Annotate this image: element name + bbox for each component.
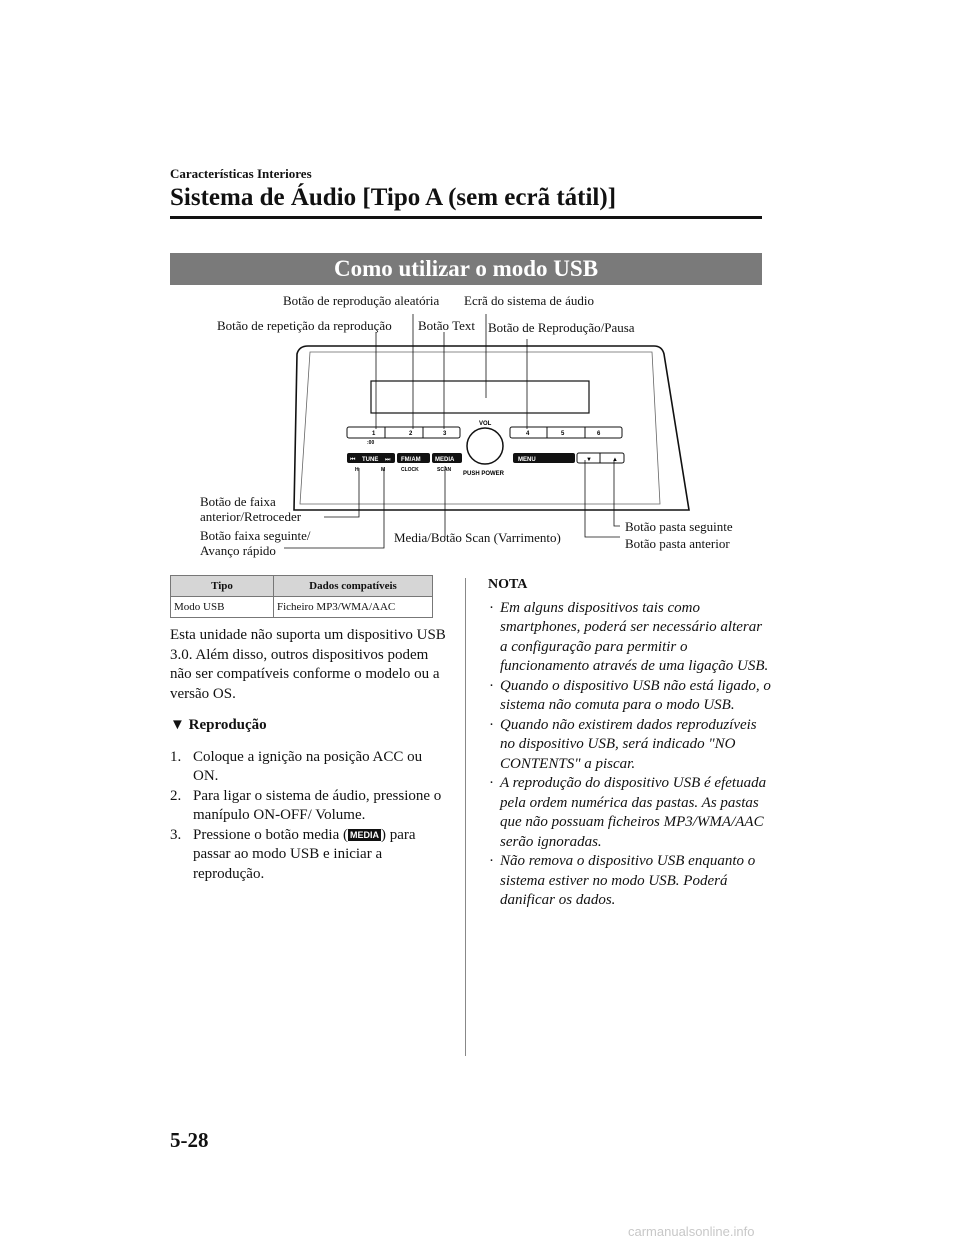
list-item: 2. Para ligar o sistema de áudio, pressione o manípulo ON-OFF/ Volume.	[170, 787, 442, 823]
media-label: MEDIA	[435, 457, 455, 463]
table-header-data: Dados compatíveis	[274, 576, 433, 597]
left-column	[170, 626, 450, 884]
subheading-playback: ▼ Reprodução	[170, 717, 267, 733]
bullet-icon: ·	[489, 716, 494, 733]
fmam-label: FM/AM	[401, 457, 421, 463]
preset-4: 4	[526, 431, 530, 437]
callout-folder-prev: Botão pasta anterior	[625, 536, 730, 551]
audio-unit-diagram	[0, 0, 960, 560]
scan-label: SCAN	[437, 467, 452, 473]
steps-list	[170, 748, 450, 885]
watermark[interactable]: carmanualsonline.info	[628, 1224, 755, 1239]
callout-random-play: Botão de reprodução aleatória	[283, 293, 440, 308]
triangle-down-icon: ▼	[170, 717, 185, 733]
table-header-type: Tipo	[171, 576, 274, 597]
display-window	[371, 381, 589, 413]
table-cell: Ficheiro MP3/WMA/AAC	[274, 597, 433, 618]
preset-3: 3	[443, 431, 447, 437]
list-item: · A reprodução do dispositivo USB é efetuada pela ordem numérica das pastas. As pastas que não possuam ficheiros MP3/WMA/AAC serão ignoradas.	[489, 775, 767, 850]
compatibility-table	[170, 575, 433, 618]
list-item: 1. Coloque a ignição na posição ACC ou ON.	[170, 748, 423, 784]
menu-label: MENU	[518, 457, 536, 463]
seek-forward-icon: ⏭	[385, 457, 391, 463]
preset-1: 1	[372, 431, 376, 437]
section-banner: Como utilizar o modo USB	[170, 253, 762, 285]
table-cell: Modo USB	[171, 597, 274, 618]
list-item: 3. Pressione o botão media ( MEDIA ) para passar ao modo USB e iniciar a reprodução.	[170, 826, 416, 882]
note-heading: NOTA	[488, 577, 528, 592]
page-title: Sistema de Áudio [Tipo A (sem ecrã tátil)]	[170, 184, 617, 211]
folder-up-icon: ▲	[612, 457, 618, 463]
bullet-icon: ·	[489, 599, 494, 616]
note-column	[488, 575, 773, 911]
bullet-icon: ·	[489, 677, 494, 694]
notes-list	[488, 599, 773, 911]
preset-6: 6	[597, 431, 601, 437]
callout-text-button: Botão Text	[418, 318, 475, 333]
intro-paragraph: Esta unidade não suporta um dispositivo USB 3.0. Além disso, outros dispositivos podem não ser compatíveis conforme o modelo ou a versão OS.	[170, 627, 446, 702]
callout-prev-track: Botão de faixa anterior/Retroceder	[200, 494, 302, 524]
table-row	[171, 597, 433, 618]
callout-next-track: Botão faixa seguinte/ Avanço rápido	[200, 528, 311, 558]
callout-repeat-play: Botão de repetição da reprodução	[217, 318, 392, 333]
clock-colon-label: :00	[367, 440, 375, 446]
push-power-label: PUSH POWER	[463, 471, 505, 477]
bullet-icon: ·	[489, 775, 494, 791]
callout-play-pause: Botão de Reprodução/Pausa	[488, 320, 635, 335]
callout-folder-next: Botão pasta seguinte	[625, 519, 733, 534]
tune-label: TUNE	[362, 457, 379, 463]
h-label: H	[355, 467, 359, 473]
list-item: · Quando o dispositivo USB não está ligado, o sistema não comuta para o modo USB.	[489, 677, 771, 713]
column-divider	[465, 578, 466, 1056]
list-item: · Quando não existirem dados reproduzíveis no dispositivo USB, será indicado "NO CONTENTS" a piscar.	[489, 716, 757, 772]
vol-label: VOL	[479, 421, 492, 427]
m-label: M	[381, 467, 386, 473]
list-item: · Em alguns dispositivos tais como smartphones, poderá ser necessário alterar a configuração para permitir o funcionamento através de uma ligação USB.	[489, 599, 769, 674]
list-item: · Não remova o dispositivo USB enquanto o sistema estiver no modo USB. Poderá danificar os dados.	[489, 853, 756, 908]
callout-media-scan: Media/Botão Scan (Varrimento)	[394, 530, 561, 545]
folder-down-icon: ▼	[586, 457, 592, 463]
page-number: 5-28	[170, 1128, 209, 1152]
preset-2: 2	[409, 431, 413, 437]
callout-audio-display: Ecrã do sistema de áudio	[464, 293, 594, 308]
seek-back-icon: ⏮	[350, 457, 356, 463]
volume-knob	[467, 428, 503, 464]
bullet-icon: ·	[489, 853, 494, 869]
media-key-icon: MEDIA	[349, 829, 379, 840]
clock-label: CLOCK	[401, 467, 419, 473]
preset-5: 5	[561, 431, 565, 437]
breadcrumb: Características Interiores	[170, 166, 312, 181]
